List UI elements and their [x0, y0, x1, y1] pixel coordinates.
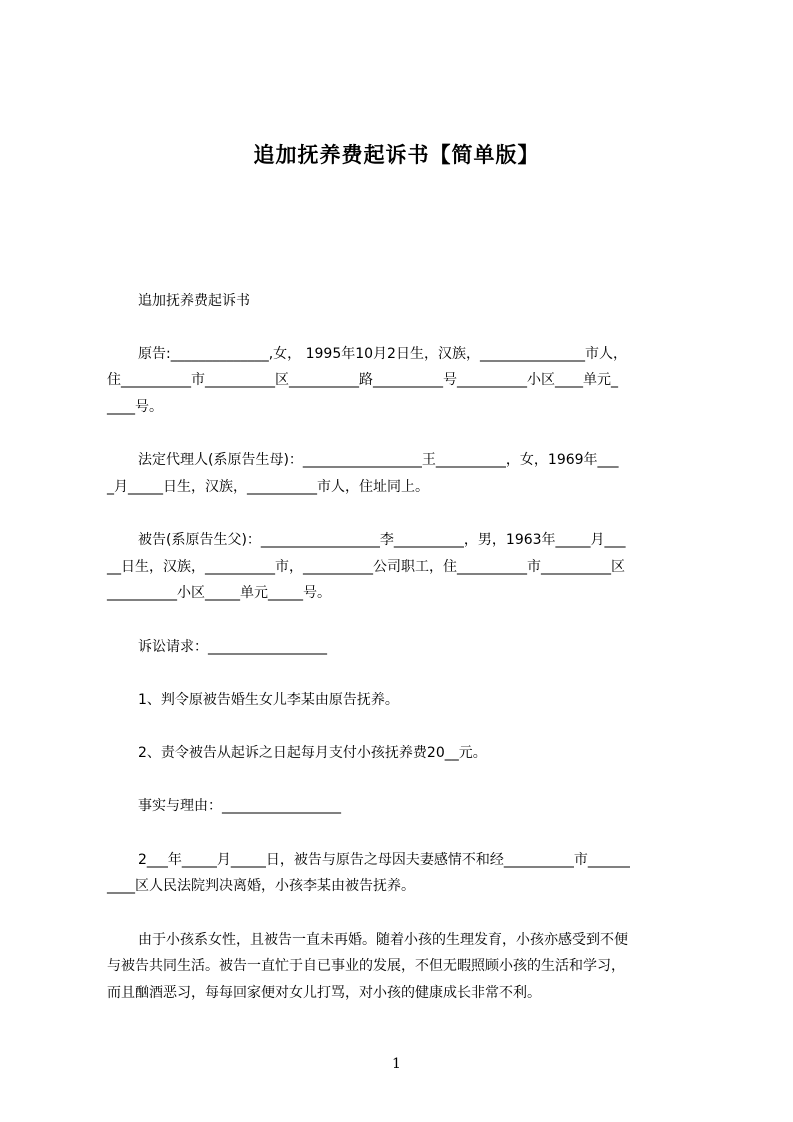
- claim-2: 2、责令被告从起诉之日起每月支付小孩抚养费20__元。: [138, 745, 487, 761]
- plaintiff-line-1: 原告:______________,女， 1995年10月2日生，汉族，_______________市人，: [138, 346, 627, 362]
- plaintiff-line-2: 住__________市__________区__________路__________号__________小区____单元_: [107, 372, 618, 388]
- guardian-line-2: _月_____日生，汉族，__________市人，住址同上。: [107, 479, 429, 495]
- defendant-line-1: 被告(系原告生父)：_________________李__________，男，1963年_____月___: [138, 532, 626, 548]
- claim-1: 1、判令原被告婚生女儿李某由原告抚养。: [138, 692, 399, 708]
- facts-heading: 事实与理由：_________________: [138, 798, 341, 814]
- defendant-line-3: __________小区_____单元_____号。: [107, 585, 331, 601]
- defendant-line-2: __日生，汉族，__________市，__________公司职工，住__________市__________区: [107, 559, 625, 575]
- claims-heading: 诉讼请求：_________________: [138, 639, 327, 655]
- plaintiff-line-3: ____号。: [107, 399, 163, 415]
- facts-2-line-2: 与被告共同生活。被告一直忙于自已事业的发展，不但无暇照顾小孩的生活和学习，: [107, 958, 625, 974]
- facts-1-line-1: 2___年_____月_____日，被告与原告之母因夫妻感情不和经__________市______: [138, 852, 630, 868]
- guardian-line-1: 法定代理人(系原告生母)：_________________王__________，女，1969年___: [138, 452, 619, 468]
- facts-1-line-2: ____区人民法院判决离婚，小孩李某由被告抚养。: [107, 878, 415, 894]
- document-heading: 追加抚养费起诉书: [138, 293, 250, 309]
- page-number: 1: [392, 1056, 401, 1072]
- facts-2-line-1: 由于小孩系女性，且被告一直未再婚。随着小孩的生理发育，小孩亦感受到不便: [138, 932, 628, 948]
- document-title: 追加抚养费起诉书【简单版】: [253, 143, 540, 167]
- facts-2-line-3: 而且酗酒恶习，每每回家便对女儿打骂，对小孩的健康成长非常不利。: [107, 985, 541, 1001]
